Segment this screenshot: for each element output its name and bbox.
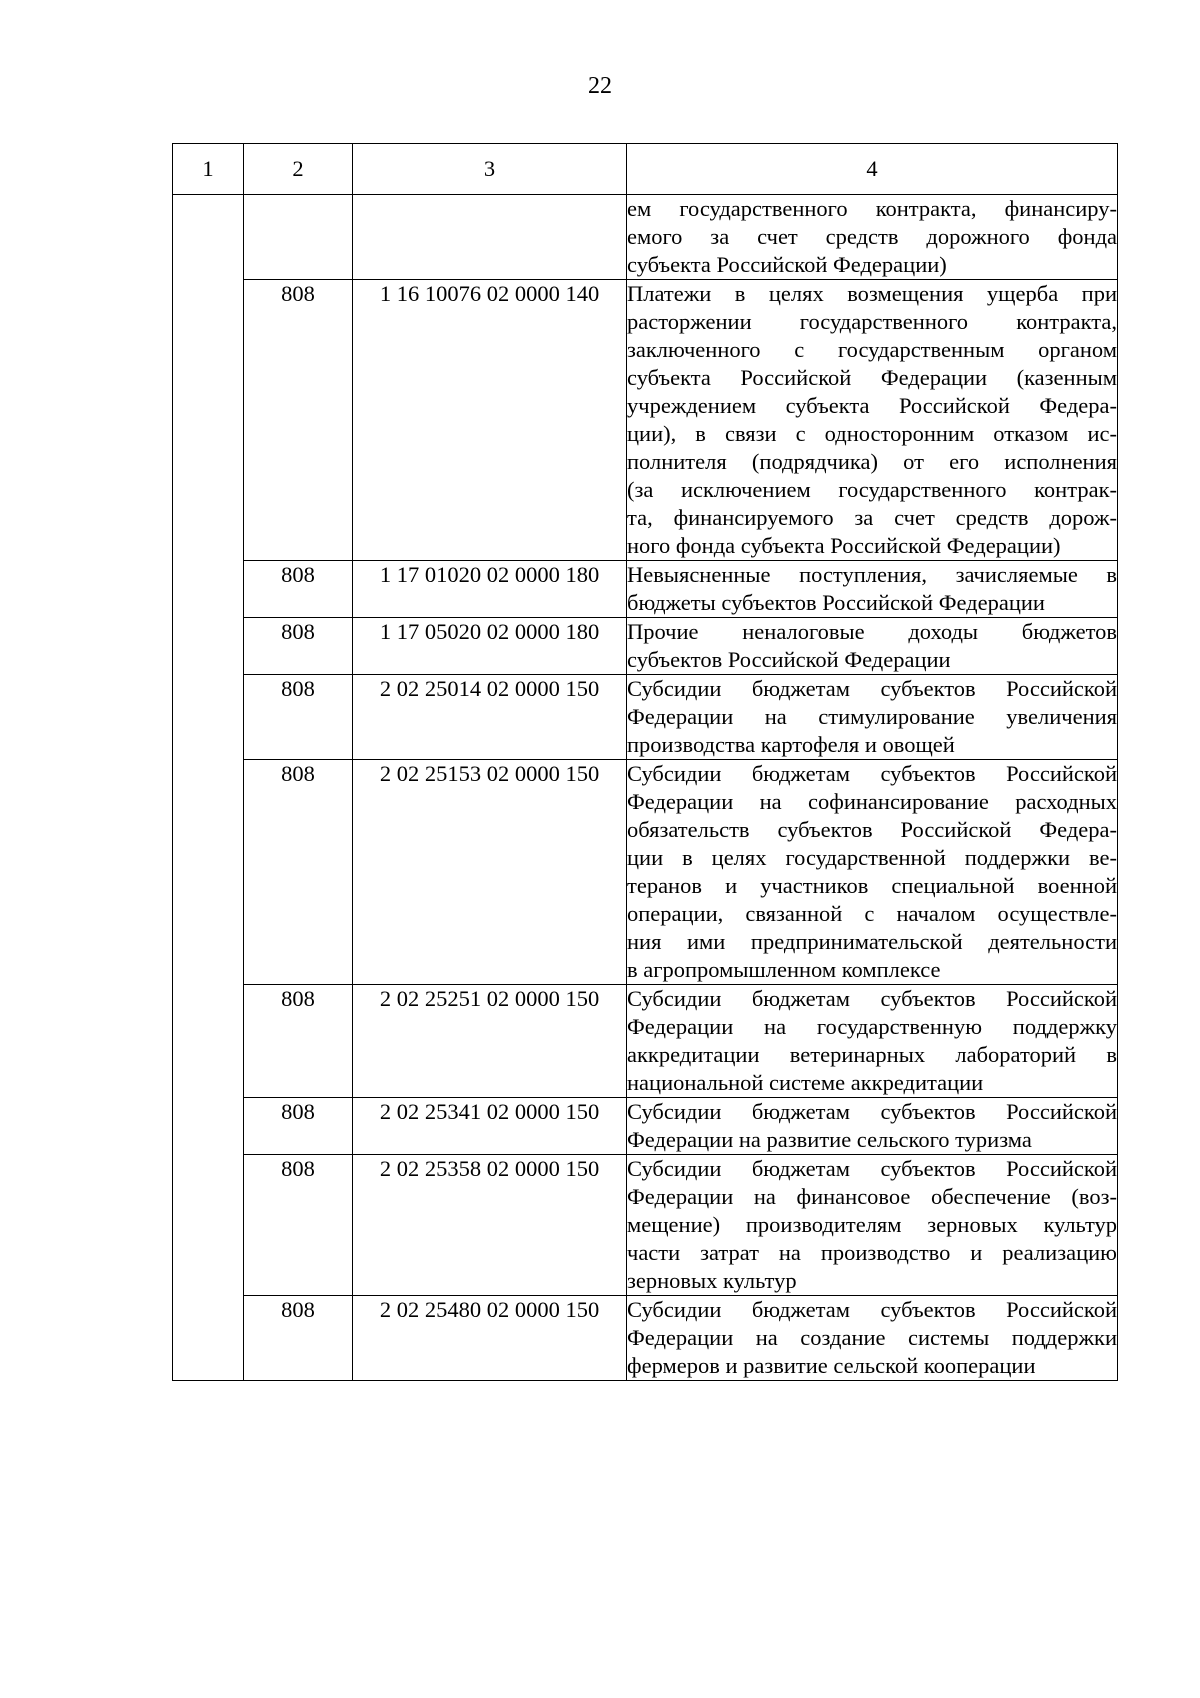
description-line: Невыясненные поступления, зачисляемые в [627, 562, 1117, 587]
table-row [173, 760, 1118, 985]
description-cell [627, 618, 1118, 675]
description-line: Федерации на стимулирование увеличения [627, 704, 1117, 729]
table-row [173, 280, 1118, 561]
description-line: субъекта Российской Федерации) [627, 252, 947, 277]
description-line: субъектов Российской Федерации [627, 647, 951, 672]
description-line: полнителя (подрядчика) от его исполнения [627, 449, 1117, 474]
description-cell [627, 985, 1118, 1098]
description-line: Субсидии бюджетам субъектов Российской [627, 1156, 1117, 1181]
description-line: фермеров и развитие сельской кооперации [627, 1353, 1036, 1378]
description-line: (за исключением государственного контрак- [627, 477, 1117, 502]
description-cell [627, 675, 1118, 760]
table-row [173, 1155, 1118, 1296]
table-body [173, 195, 1118, 1381]
description-cell [627, 280, 1118, 561]
description-line: части затрат на производство и реализацию [627, 1240, 1117, 1265]
admin-code-cell: 808 [244, 561, 353, 618]
table-row [173, 675, 1118, 760]
table-row [173, 1098, 1118, 1155]
description-line: Платежи в целях возмещения ущерба при [627, 281, 1117, 306]
table-row [173, 561, 1118, 618]
description-line: аккредитации ветеринарных лабораторий в [627, 1042, 1117, 1067]
description-line: ции в целях государственной поддержки ве- [627, 845, 1117, 870]
header-col-1: 1 [173, 144, 244, 195]
description-line: зерновых культур [627, 1268, 797, 1293]
table-row-continuation [173, 195, 1118, 280]
description-line: Прочие неналоговые доходы бюджетов [627, 619, 1117, 644]
description-line: расторжении государственного контракта, [627, 309, 1117, 334]
description-line: субъекта Российской Федерации (казенным [627, 365, 1117, 390]
description-line: емого за счет средств дорожного фонда [627, 224, 1117, 249]
description-line: ем государственного контракта, финансиру- [627, 196, 1117, 221]
description-cell [627, 1098, 1118, 1155]
description-line: Субсидии бюджетам субъектов Российской [627, 676, 1117, 701]
header-row [173, 144, 1118, 195]
income-code-cell: 2 02 25251 02 0000 150 [353, 985, 627, 1098]
admin-code-cell: 808 [244, 1296, 353, 1381]
description-line: Федерации на развитие сельского туризма [627, 1127, 1032, 1152]
description-line: теранов и участников специальной военной [627, 873, 1117, 898]
admin-code-cell: 808 [244, 280, 353, 561]
description-line: Субсидии бюджетам субъектов Российской [627, 761, 1117, 786]
description-cell [627, 195, 1118, 280]
table-header [173, 144, 1118, 195]
description-line: та, финансируемого за счет средств дорож- [627, 505, 1117, 530]
description-line: ного фонда субъекта Российской Федерации) [627, 533, 1061, 558]
table-row [173, 985, 1118, 1098]
income-code-cell: 2 02 25153 02 0000 150 [353, 760, 627, 985]
description-line: Федерации на финансовое обеспечение (воз- [627, 1184, 1117, 1209]
description-line: операции, связанной с началом осуществле- [627, 901, 1117, 926]
income-code-cell: 2 02 25341 02 0000 150 [353, 1098, 627, 1155]
admin-code-cell: 808 [244, 1098, 353, 1155]
description-line: Субсидии бюджетам субъектов Российской [627, 986, 1117, 1011]
income-code-cell: 1 17 05020 02 0000 180 [353, 618, 627, 675]
description-line: Федерации на государственную поддержку [627, 1014, 1117, 1039]
description-line: учреждением субъекта Российской Федера- [627, 393, 1117, 418]
description-line: заключенного с государственным органом [627, 337, 1117, 362]
income-code-cell: 1 17 01020 02 0000 180 [353, 561, 627, 618]
income-code-cell [353, 195, 627, 280]
income-code-cell: 2 02 25014 02 0000 150 [353, 675, 627, 760]
column-1-merged-cell [173, 195, 244, 1381]
admin-code-cell: 808 [244, 675, 353, 760]
description-line: обязательств субъектов Российской Федера- [627, 817, 1117, 842]
description-line: ния ими предпринимательской деятельности [627, 929, 1117, 954]
admin-code-cell: 808 [244, 618, 353, 675]
description-cell [627, 1296, 1118, 1381]
description-line: мещение) производителям зерновых культур [627, 1212, 1117, 1237]
header-col-3: 3 [353, 144, 627, 195]
admin-code-cell: 808 [244, 760, 353, 985]
admin-code-cell: 808 [244, 1155, 353, 1296]
description-line: Федерации на софинансирование расходных [627, 789, 1117, 814]
description-cell [627, 760, 1118, 985]
page-number: 22 [588, 73, 612, 99]
description-line: ции), в связи с односторонним отказом ис- [627, 421, 1117, 446]
admin-code-cell: 808 [244, 985, 353, 1098]
description-line: производства картофеля и овощей [627, 732, 955, 757]
income-codes-table [172, 143, 1118, 1381]
income-code-cell: 1 16 10076 02 0000 140 [353, 280, 627, 561]
description-line: Субсидии бюджетам субъектов Российской [627, 1099, 1117, 1124]
description-line: Субсидии бюджетам субъектов Российской [627, 1297, 1117, 1322]
description-line: бюджеты субъектов Российской Федерации [627, 590, 1045, 615]
income-code-cell: 2 02 25480 02 0000 150 [353, 1296, 627, 1381]
header-col-2: 2 [244, 144, 353, 195]
description-cell [627, 561, 1118, 618]
income-code-cell: 2 02 25358 02 0000 150 [353, 1155, 627, 1296]
table-row [173, 1296, 1118, 1381]
description-line: в агропромышленном комплексе [627, 957, 941, 982]
table-row [173, 618, 1118, 675]
description-cell [627, 1155, 1118, 1296]
header-col-4: 4 [627, 144, 1118, 195]
description-line: Федерации на создание системы поддержки [627, 1325, 1117, 1350]
admin-code-cell [244, 195, 353, 280]
description-line: национальной системе аккредитации [627, 1070, 984, 1095]
